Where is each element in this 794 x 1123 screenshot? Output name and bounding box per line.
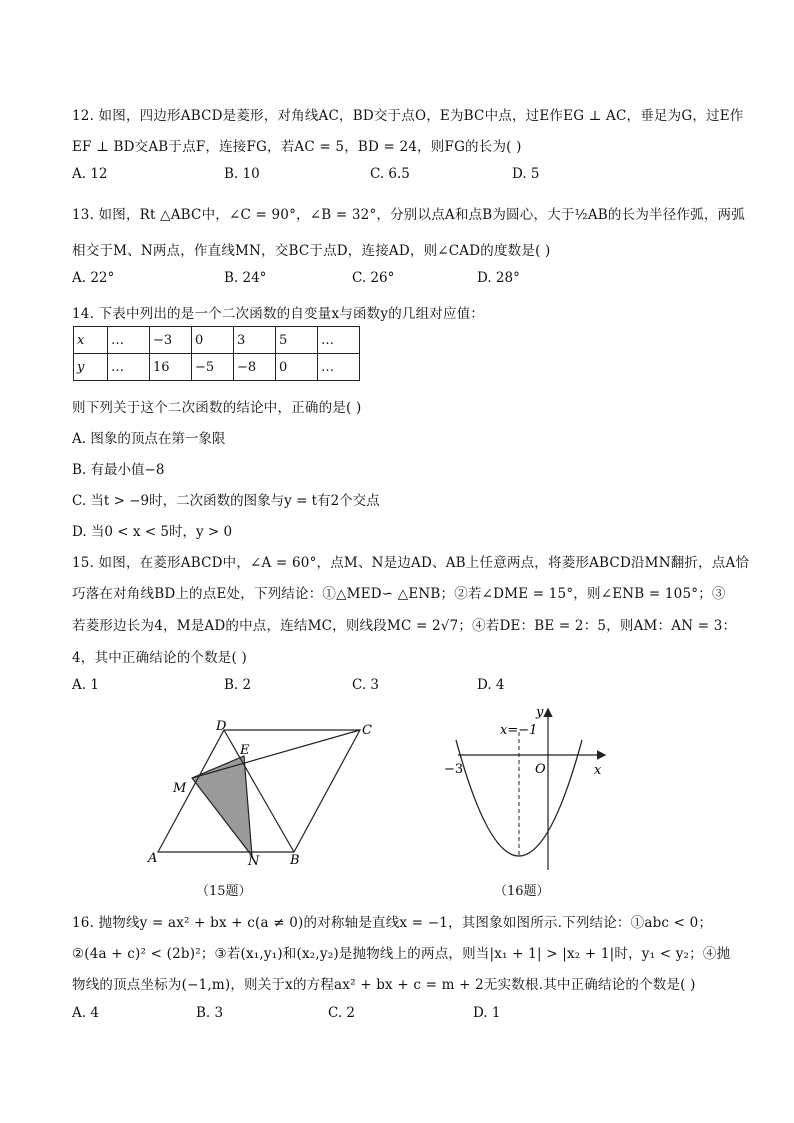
- q13-option-d: D. 28°: [477, 270, 520, 286]
- table-cell: 5: [276, 327, 318, 354]
- table-cell: −5: [192, 354, 234, 381]
- figure-16-parabola: [440, 702, 620, 877]
- q15-option-c: C. 3: [352, 677, 380, 693]
- table-cell: …: [318, 354, 360, 381]
- figure-16-caption: （16题）: [494, 884, 550, 899]
- table-cell: −3: [150, 327, 192, 354]
- label-a: A: [148, 851, 158, 866]
- q16-option-b: B. 3: [196, 1005, 224, 1021]
- table-cell: y: [74, 354, 108, 381]
- folded-triangle: [192, 756, 252, 856]
- q15-line4: 4，其中正确结论的个数是( ): [72, 650, 247, 666]
- label-y: y: [536, 705, 544, 720]
- label-e: E: [240, 743, 250, 758]
- q13-option-a: A. 22°: [72, 270, 115, 286]
- table-cell: …: [108, 354, 150, 381]
- q14-line1: 14. 下表中列出的是一个二次函数的自变量x与函数y的几组对应值：: [72, 306, 485, 322]
- q12-line1: 12. 如图，四边形ABCD是菱形，对角线AC，BD交于点O，E为BC中点，过E作EG ⊥ AC，垂足为G，过E作: [72, 108, 744, 124]
- table-row-x: [74, 327, 360, 354]
- q14-value-table: [73, 326, 360, 381]
- q13-option-c: C. 26°: [352, 270, 395, 286]
- table-cell: …: [318, 327, 360, 354]
- table-cell: 0: [276, 354, 318, 381]
- label-neg3: −3: [444, 762, 464, 777]
- q16-option-c: C. 2: [328, 1005, 356, 1021]
- q14-option-a: A. 图象的顶点在第一象限: [72, 431, 226, 447]
- label-m: M: [173, 781, 187, 796]
- figure-15-rhombus: [140, 712, 380, 872]
- table-cell: 0: [192, 327, 234, 354]
- q15-option-d: D. 4: [477, 677, 505, 693]
- q15-line2: 巧落在对角线BD上的点E处，下列结论：①△MED∽ △ENB；②若∠DME = 15°，则∠ENB = 105°；③: [72, 586, 726, 602]
- table-cell: −8: [234, 354, 276, 381]
- q14-option-d: D. 当0 < x < 5时，y > 0: [72, 524, 233, 540]
- q15-option-b: B. 2: [224, 677, 252, 693]
- q16-line3: 物线的顶点坐标为(−1,m)，则关于x的方程ax² + bx + c = m + 2无实数根.其中正确结论的个数是( ): [72, 977, 696, 993]
- label-b: B: [290, 853, 300, 868]
- q12-line2: EF ⊥ BD交AB于点F，连接FG，若AC = 5，BD = 24，则FG的长为( ): [72, 139, 522, 155]
- q14-option-c: C. 当t > −9时，二次函数的图象与y = t有2个交点: [72, 493, 380, 509]
- q15-line1: 15. 如图，在菱形ABCD中，∠A = 60°，点M、N是边AD、AB上任意两点，将菱形ABCD沿MN翻折，点A恰: [72, 555, 750, 571]
- q16-line2: ②(4a + c)² < (2b)²；③若(x₁,y₁)和(x₂,y₂)是抛物线上的两点，则当|x₁ + 1| > |x₂ + 1|时，y₁ < y₂；④抛: [72, 946, 731, 962]
- q15-option-a: A. 1: [72, 677, 99, 693]
- table-row-y: [74, 354, 360, 381]
- segment-mc: [192, 730, 360, 778]
- q12-option-a: A. 12: [72, 166, 108, 182]
- label-d: D: [216, 719, 227, 734]
- label-origin: O: [535, 762, 546, 777]
- q13-line1: 13. 如图，Rt △ABC中，∠C = 90°，∠B = 32°，分别以点A和点B为圆心，大于½AB的长为半径作弧，两弧: [72, 207, 745, 223]
- q12-option-c: C. 6.5: [370, 166, 410, 182]
- q16-line1: 16. 抛物线y = ax² + bx + c(a ≠ 0)的对称轴是直线x = −1，其图象如图所示.下列结论：①abc < 0；: [72, 915, 713, 931]
- q12-option-b: B. 10: [224, 166, 260, 182]
- q16-option-d: D. 1: [473, 1005, 501, 1021]
- label-c: C: [362, 723, 372, 738]
- q15-line3: 若菱形边长为4，M是AD的中点，连结MC，则线段MC = 2√7；④若DE：BE = 2：5，则AM：AN = 3：: [72, 618, 737, 634]
- label-x: x: [594, 763, 602, 778]
- q13-line2: 相交于M、N两点，作直线MN，交BC于点D，连接AD，则∠CAD的度数是( ): [72, 243, 551, 259]
- q12-option-d: D. 5: [512, 166, 540, 182]
- table-cell: x: [74, 327, 108, 354]
- table-cell: 3: [234, 327, 276, 354]
- q14-option-b: B. 有最小值−8: [72, 462, 165, 478]
- q16-option-a: A. 4: [72, 1005, 99, 1021]
- symmetry-axis-label: x=−1: [500, 723, 538, 738]
- table-cell: 16: [150, 354, 192, 381]
- q14-line2: 则下列关于这个二次函数的结论中，正确的是( ): [72, 400, 362, 416]
- figure-15-caption: （15题）: [196, 884, 252, 899]
- table-cell: …: [108, 327, 150, 354]
- q13-option-b: B. 24°: [224, 270, 267, 286]
- label-n: N: [248, 854, 260, 869]
